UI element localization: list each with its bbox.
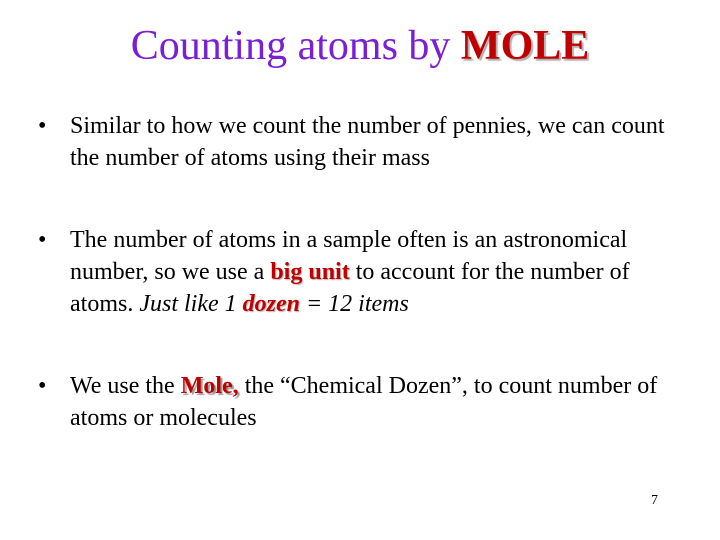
bullet-text-3 bbox=[70, 370, 688, 434]
bullet-2-italic-a: Just like 1 bbox=[139, 291, 243, 317]
bullet-dot: • bbox=[38, 113, 47, 139]
bullet-dot: • bbox=[38, 227, 47, 253]
bullet-dot: • bbox=[38, 373, 47, 399]
bullet-3-part1: We use the bbox=[70, 373, 181, 399]
bullet-item-3 bbox=[38, 370, 688, 434]
slide-title bbox=[0, 18, 720, 74]
bullet-2-part1: The number of atoms in a sample often is an astronomical number, so we use a bbox=[70, 227, 628, 285]
bullet-text-1: Similar to how we count the number of pennies, we can count the number of atoms using their mass bbox=[70, 113, 665, 171]
big-unit-highlight: big unit bbox=[270, 259, 350, 285]
bullet-2-part2: to account for the number of atoms. bbox=[70, 259, 630, 317]
bullet-2-italic-b: = 12 items bbox=[299, 291, 409, 317]
title-emphasis-mole: MOLE bbox=[460, 23, 590, 69]
bullet-text-2 bbox=[70, 224, 688, 320]
page-number: 7 bbox=[651, 493, 658, 508]
bullet-item-1 bbox=[38, 110, 688, 174]
dozen-highlight: dozen bbox=[242, 291, 300, 317]
bullet-3-part2: the “Chemical Dozen”, to count number of atoms or molecules bbox=[70, 373, 658, 431]
bullet-item-2 bbox=[38, 224, 688, 320]
mole-highlight: Mole, bbox=[180, 373, 239, 399]
title-text: Counting atoms by bbox=[130, 23, 461, 69]
